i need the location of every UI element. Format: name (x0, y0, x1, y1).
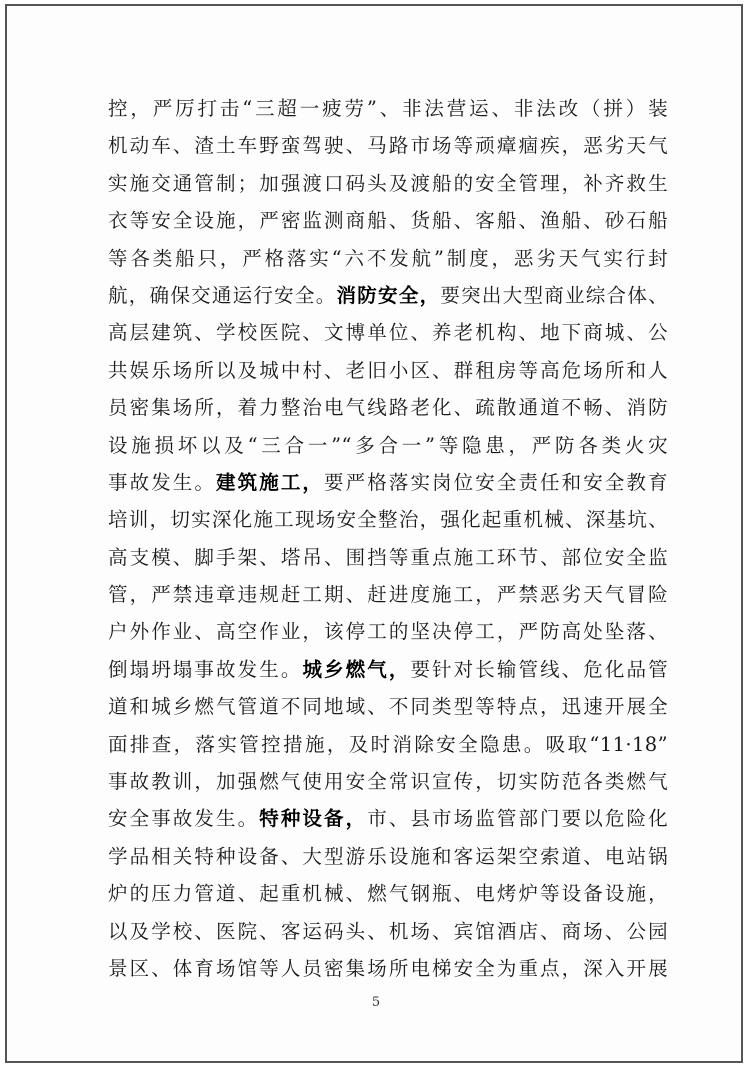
text-line (108, 165, 668, 202)
text-line (108, 389, 668, 426)
text-line (108, 613, 668, 650)
section-keyword: 城乡燃气， (302, 657, 411, 681)
text-line (108, 501, 668, 538)
text-line (108, 651, 668, 688)
text-segment: 事故发生。 (108, 470, 217, 494)
text-line (108, 240, 668, 277)
text-segment: 以及学校、医院、客运码头、机场、宾馆酒店、商场、公园 (108, 919, 668, 943)
text-line (108, 838, 668, 875)
text-line (108, 202, 668, 239)
document-page (5, 4, 743, 1063)
text-segment: 控，严厉打击“三超一疲劳”、非法营运、非法改（拼）装 (108, 97, 668, 120)
text-line (108, 763, 668, 800)
text-segment: 倒塌坍塌事故发生。 (108, 657, 303, 681)
text-line (108, 800, 668, 837)
body-text (108, 90, 668, 987)
page-number: 5 (371, 995, 381, 1010)
text-line (108, 950, 668, 987)
text-segment: 要突出大型商业综合体、 (440, 283, 668, 307)
text-segment: 培训，切实深化施工现场安全整治，强化起重机械、深基坑、 (108, 508, 668, 532)
text-segment: 市、县市场监管部门要以危险化 (367, 807, 668, 831)
text-line (108, 90, 668, 127)
text-segment: 景区、体育场馆等人员密集场所电梯安全为重点，深入开展 (108, 956, 668, 980)
text-line (108, 127, 668, 164)
text-segment: 炉的压力管道、起重机械、燃气钢瓶、电烤炉等设备设施， (108, 882, 668, 906)
text-segment: 等各类船只，严格落实“六不发航”制度，恶劣天气实行封 (108, 246, 668, 270)
text-segment: 员密集场所，着力整治电气线路老化、疏散通道不畅、消防 (108, 396, 668, 420)
text-line (108, 539, 668, 576)
text-segment: 学品相关特种设备、大型游乐设施和客运架空索道、电站锅 (108, 844, 668, 868)
text-line (108, 726, 668, 763)
text-line (108, 688, 668, 725)
text-segment: 道和城乡燃气管道不同地域、不同类型等特点，迅速开展全 (108, 695, 668, 719)
text-line (108, 277, 668, 314)
text-segment: 要严格落实岗位安全责任和安全教育 (324, 470, 668, 494)
text-segment: 管，严禁违章违规赶工期、赶进度施工，严禁恶劣天气冒险 (108, 583, 668, 607)
text-line (108, 427, 668, 464)
text-segment: 高层建筑、学校医院、文博单位、养老机构、地下商城、公 (108, 321, 668, 345)
section-keyword: 特种设备， (259, 807, 368, 831)
text-line (108, 913, 668, 950)
section-keyword: 建筑施工， (216, 470, 325, 494)
text-segment: 机动车、渣土车野蛮驾驶、马路市场等顽瘴痼疾，恶劣天气 (108, 134, 668, 158)
text-segment: 实施交通管制；加强渡口码头及渡船的安全管理，补齐救生 (108, 171, 668, 195)
text-segment: 设施损坏以及“三合一”“多合一”等隐患，严防各类火灾 (108, 433, 668, 457)
text-line (108, 576, 668, 613)
text-segment: 高支模、脚手架、塔吊、围挡等重点施工环节、部位安全监 (108, 545, 668, 569)
text-line (108, 352, 668, 389)
text-segment: 衣等安全设施，严密监测商船、货船、客船、渔船、砂石船 (108, 209, 668, 233)
text-segment: 事故教训，加强燃气使用安全常识宣传，切实防范各类燃气 (108, 770, 668, 794)
text-segment: 户外作业、高空作业，该停工的坚决停工，严防高处坠落、 (108, 620, 668, 644)
text-segment: 要针对长输管线、危化品管 (410, 657, 668, 681)
section-keyword: 消防安全， (336, 283, 441, 307)
text-segment: 航，确保交通运行安全。 (108, 283, 337, 307)
text-segment: 共娱乐场所以及城中村、老旧小区、群租房等高危场所和人 (108, 358, 668, 382)
text-segment: 安全事故发生。 (108, 807, 260, 831)
text-line (108, 875, 668, 912)
text-segment: 面排查，落实管控措施，及时消除安全隐患。吸取“11·18” (108, 732, 668, 756)
text-line (108, 314, 668, 351)
text-line (108, 464, 668, 501)
